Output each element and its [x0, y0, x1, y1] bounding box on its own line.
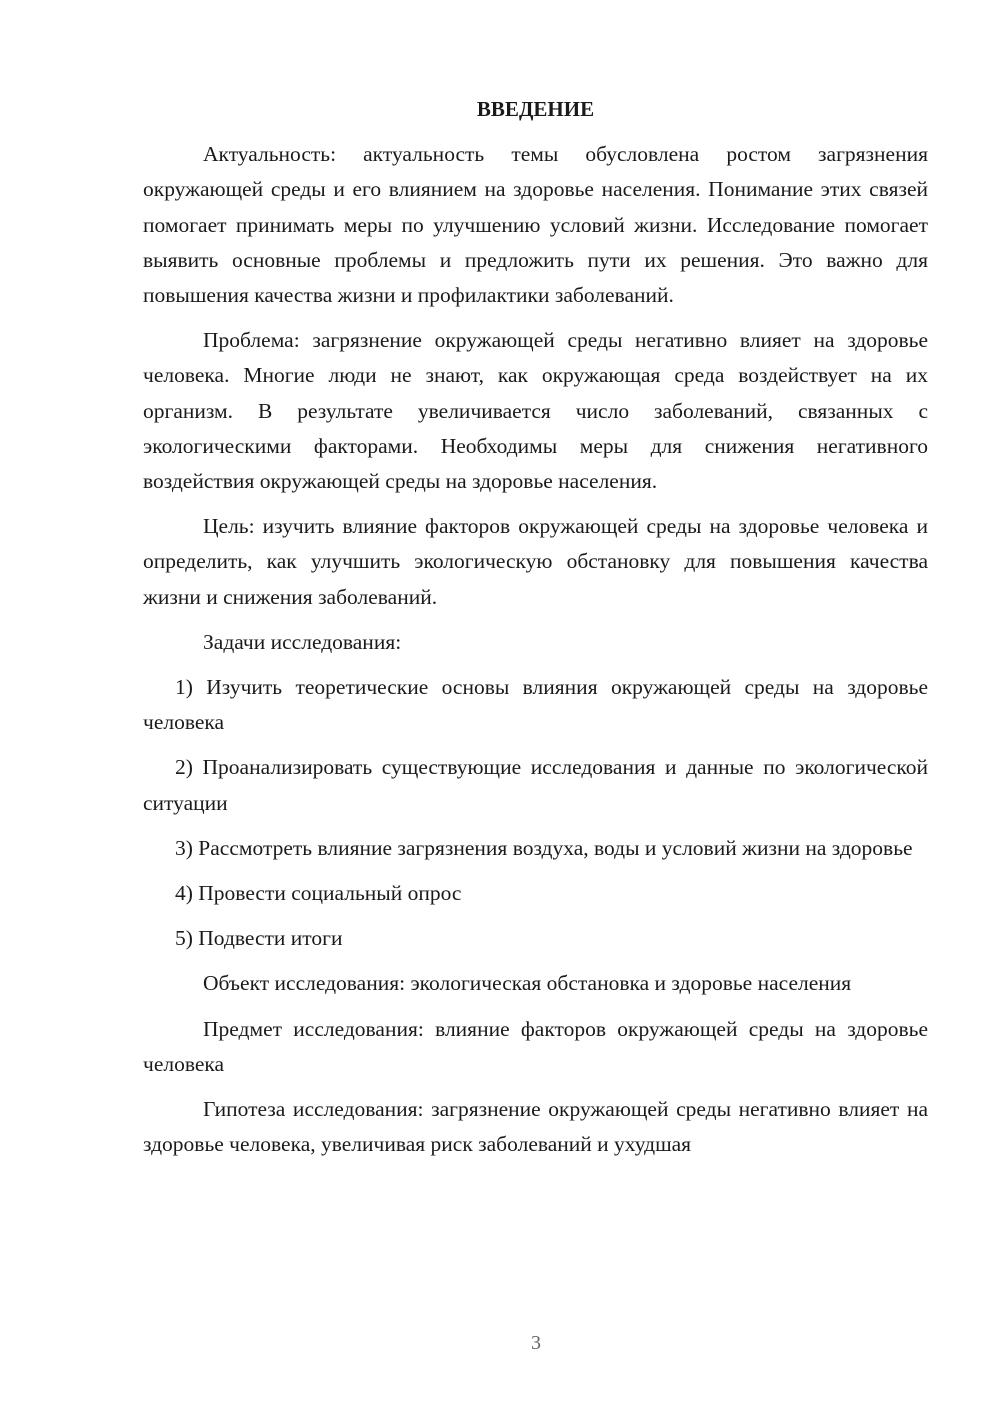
paragraph-problem: Проблема: загрязнение окружающей среды негативно влияет на здоровье человека. Многие люди не знают, как окружающая среда воздействует на их организм. В результате увеличивается число заболеваний, связанных с экологическими факторами. Необходимы меры для снижения негативного воздействия окружающей среды на здоровье населения. [143, 328, 928, 494]
task-item: 3) Рассмотреть влияние загрязнения воздуха, воды и условий жизни на здоровье [175, 835, 913, 860]
paragraph-hypothesis: Гипотеза исследования: загрязнение окружающей среды негативно влияет на здоровье человека, увеличивая риск заболеваний и ухудшая [143, 1097, 928, 1157]
task-item: 4) Провести социальный опрос [175, 881, 462, 906]
task-item: 2) Проанализировать существующие исследования и данные по экологической ситуации [143, 755, 928, 815]
paragraph-subject: Предмет исследования: влияние факторов окружающей среды на здоровье человека [143, 1016, 928, 1076]
page-number: 3 [531, 1332, 541, 1354]
page-title: ВВЕДЕНИЕ [476, 97, 595, 121]
task-item: 5) Подвести итоги [175, 926, 343, 951]
tasks-heading: Задачи исследования: [203, 629, 402, 654]
paragraph-relevance: Актуальность: актуальность темы обусловлена ростом загрязнения окружающей среды и его влиянием на здоровье населения. Понимание этих связей помогает принимать меры по улучшению условий жизни. Исследование помогает выявить основные проблемы и предложить пути их решения. Это важно для повышения качества жизни и профилактики заболеваний. [143, 142, 928, 308]
task-item: 1) Изучить теоретические основы влияния окружающей среды на здоровье человека [143, 675, 928, 735]
paragraph-object: Объект исследования: экологическая обстановка и здоровье населения [203, 971, 852, 996]
document-page [143, 92, 928, 1172]
paragraph-goal: Цель: изучить влияние факторов окружающей среды на здоровье человека и определить, как улучшить экологическую обстановку для повышения качества жизни и снижения заболеваний. [143, 514, 928, 609]
